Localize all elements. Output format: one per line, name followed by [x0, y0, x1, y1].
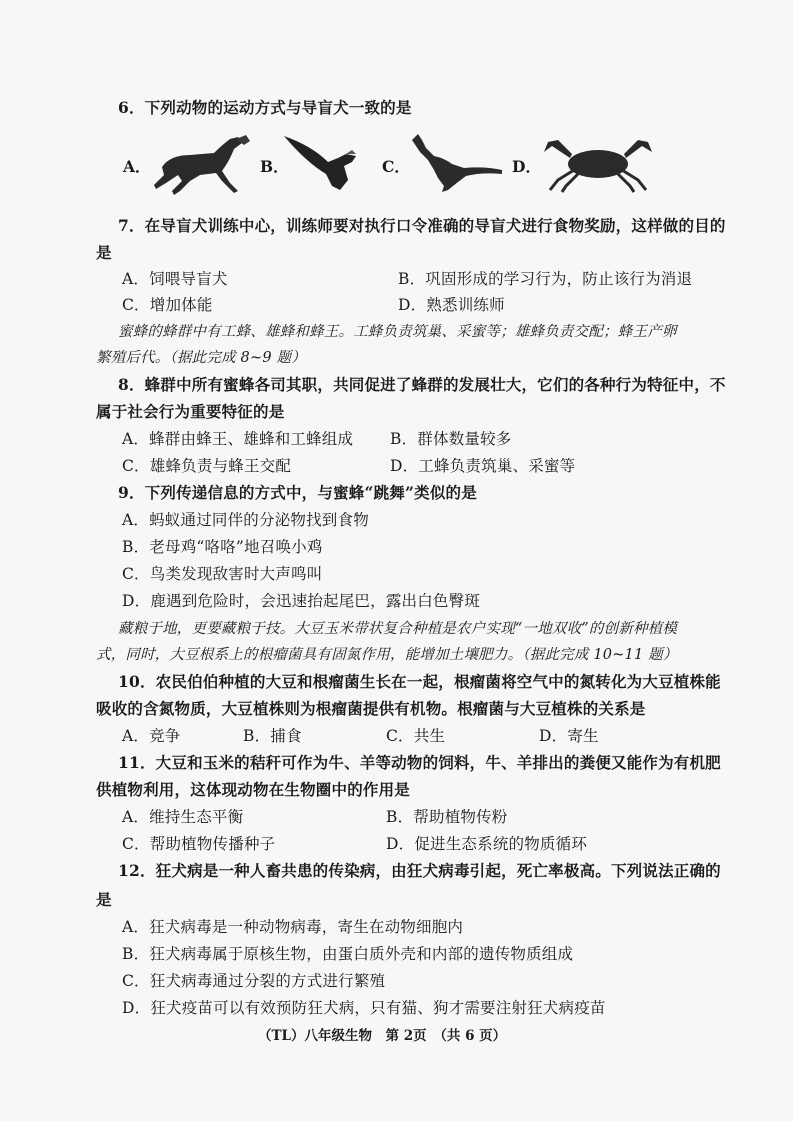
q9-option-c: C．鸟类发现敌害时大声鸣叫	[122, 565, 323, 583]
q9-option-a: A．蚂蚁通过同伴的分泌物找到食物	[122, 511, 369, 529]
q11-stem-line2: 供植物利用，这体现动物在生物圈中的作用是	[96, 780, 411, 799]
q8-option-d: D．工蜂负责筑巢、采蜜等	[390, 457, 576, 475]
q12-option-b: B．狂犬病毒属于原核生物，由蛋白质外壳和内部的遗传物质组成	[122, 945, 574, 963]
q9-stem: 9．下列传递信息的方式中，与蜜蜂“跳舞”类似的是	[118, 483, 477, 502]
q6-option-a-label: A．	[123, 157, 151, 176]
q6-option-b-label: B．	[260, 157, 289, 176]
q7-option-a: A．饲喂导盲犬	[122, 270, 228, 288]
q12-stem-line2: 是	[96, 890, 112, 909]
q8-stem-line2: 属于社会行为重要特征的是	[96, 402, 285, 421]
info-soybean-line2: 式，同时，大豆根系上的根瘤菌具有固氮作用，能增加土壤肥力。（据此完成 10~11 题）	[96, 647, 678, 663]
q6-option-d-label: D．	[512, 157, 541, 176]
info-bees-line2: 繁殖后代。（据此完成 8~9 题）	[96, 350, 306, 366]
horse-icon	[150, 133, 258, 199]
q8-option-b: B．群体数量较多	[390, 430, 512, 448]
q11-option-c: C．帮助植物传播种子	[122, 835, 276, 853]
q12-option-c: C．狂犬病毒通过分裂的方式进行繁殖	[122, 972, 386, 990]
q10-option-b: B．捕食	[243, 727, 302, 745]
q7-option-c: C．增加体能	[122, 296, 213, 314]
info-bees-line1: 蜜蜂的蜂群中有工蜂、雄蜂和蜂王。工蜂负责筑巢、采蜜等；雄蜂负责交配；蜂王产卵	[118, 324, 677, 340]
q10-option-d: D．寄生	[539, 727, 599, 745]
q11-option-d: D．促进生态系统的物质循环	[386, 835, 588, 853]
page-footer: （TL）八年级生物 第 2页 （共 6 页）	[258, 1028, 507, 1044]
eagle-icon	[282, 132, 372, 194]
q10-stem-line2: 吸收的含氮物质，大豆植株则为根瘤菌提供有机物。根瘤菌与大豆植株的关系是	[96, 699, 646, 718]
q11-stem-line1: 11．大豆和玉米的秸秆可作为牛、羊等动物的饲料，牛、羊排出的粪便又能作为有机肥	[118, 753, 721, 772]
q9-option-b: B．老母鸡“咯咯”地召唤小鸡	[122, 538, 323, 556]
q8-stem-line1: 8．蜂群中所有蜜蜂各司其职，共同促进了蜂群的发展壮大，它们的各种行为特征中，不	[118, 375, 726, 394]
q7-stem-line2: 是	[96, 243, 112, 262]
q8-option-a: A．蜂群由蜂王、雄蜂和工蜂组成	[122, 430, 354, 448]
crab-icon	[538, 132, 658, 194]
q12-stem-line1: 12．狂犬病是一种人畜共患的传染病，由狂犬病毒引起，死亡率极高。下列说法正确的	[118, 861, 721, 880]
q12-option-a: A．狂犬病毒是一种动物病毒，寄生在动物细胞内	[122, 918, 464, 936]
q6-stem: 6．下列动物的运动方式与导盲犬一致的是	[118, 98, 412, 117]
q7-stem-line1: 7．在导盲犬训练中心，训练师要对执行口令准确的导盲犬进行食物奖励，这样做的目的	[118, 216, 726, 235]
q10-option-c: C．共生	[386, 727, 446, 745]
q6-option-c-label: C．	[382, 157, 410, 176]
info-soybean-line1: 藏粮于地，更要藏粮于技。大豆玉米带状复合种植是农户实现“一地双收”的创新种植模	[118, 621, 678, 637]
q8-option-c: C．雄蜂负责与蜂王交配	[122, 457, 292, 475]
q9-option-d: D．鹿遇到危险时，会迅速抬起尾巴，露出白色臀斑	[122, 592, 481, 610]
q11-option-a: A．维持生态平衡	[122, 808, 244, 826]
q7-option-d: D．熟悉训练师	[398, 296, 505, 314]
q7-option-b: B．巩固形成的学习行为，防止该行为消退	[398, 270, 693, 288]
q10-stem-line1: 10．农民伯伯种植的大豆和根瘤菌生长在一起，根瘤菌将空气中的氮转化为大豆植株能	[118, 672, 721, 691]
q10-option-a: A．竞争	[122, 727, 181, 745]
kangaroo-icon	[404, 130, 504, 196]
q11-option-b: B．帮助植物传粉	[386, 808, 508, 826]
q12-option-d: D．狂犬疫苗可以有效预防狂犬病，只有猫、狗才需要注射狂犬病疫苗	[122, 999, 606, 1017]
